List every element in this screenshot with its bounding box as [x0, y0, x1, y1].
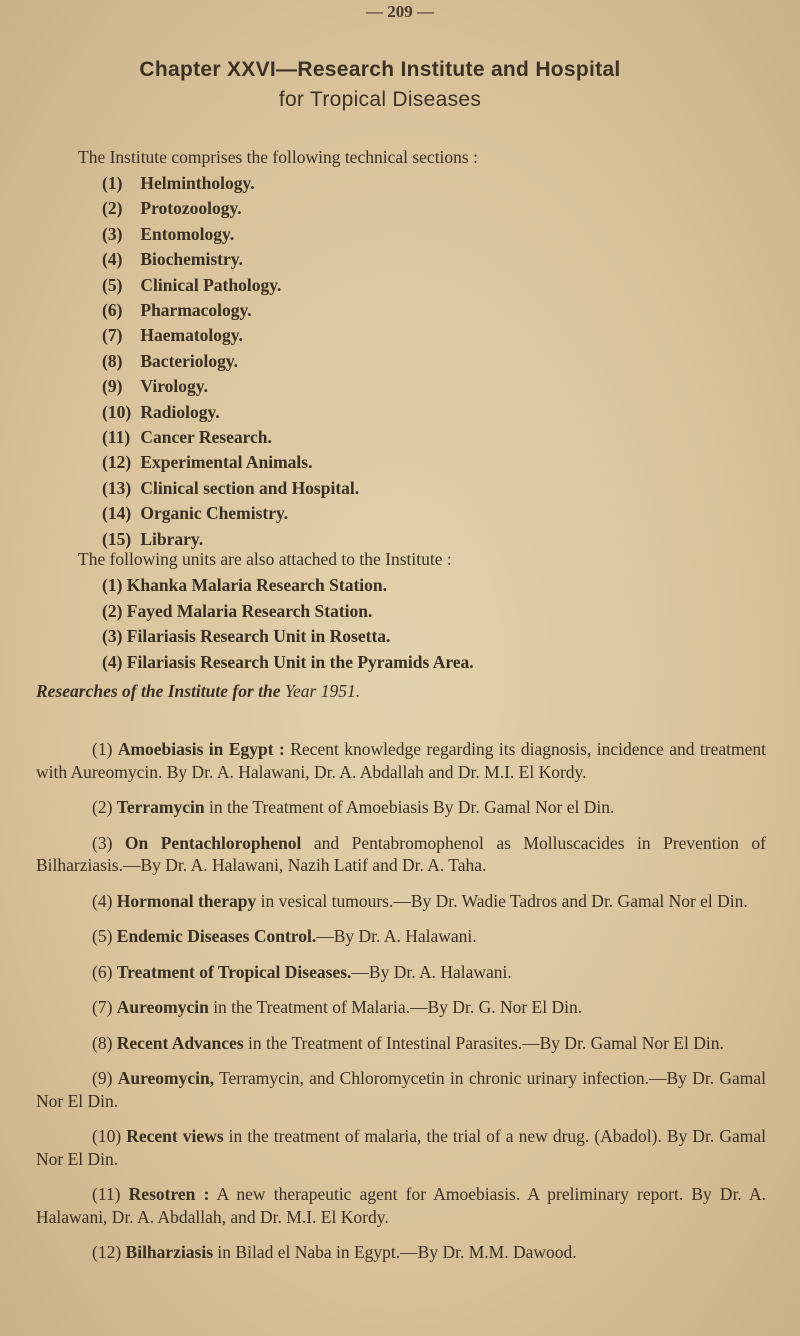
research-entry-number: (1) [92, 739, 113, 759]
chapter-title-line-1: Chapter XXVI—Research Institute and Hospital [139, 58, 621, 81]
sections-item [102, 196, 762, 221]
research-entry-text: in the Treatment of Amoebiasis By Dr. Gamal Nor el Din. [204, 797, 615, 817]
research-entry-number: (5) [92, 926, 113, 946]
sections-item-number: (11) [102, 427, 131, 448]
sections-item-label: Entomology. [140, 223, 235, 244]
research-entry-number: (9) [92, 1068, 113, 1088]
research-entry-number: (12) [92, 1242, 122, 1262]
sections-item [102, 400, 762, 425]
sections-item-number: (12) [102, 452, 132, 473]
sections-item [102, 349, 762, 374]
research-entry [36, 890, 766, 913]
research-entry-number: (4) [92, 890, 113, 911]
sections-item-label: Helminthology. [140, 173, 255, 193]
units-item-label: Fayed Malaria Research Station. [126, 600, 373, 621]
research-entry-title: Amoebiasis in Egypt : [117, 739, 285, 759]
units-item [102, 599, 762, 625]
page-number: — 209 — [366, 2, 434, 21]
research-entry-text: —By Dr. A. Halawani. [316, 926, 477, 946]
sections-item-number: (7) [102, 325, 123, 346]
sections-item [102, 374, 762, 399]
sections-item [102, 222, 762, 247]
sections-item-label: Haematology. [140, 325, 243, 346]
sections-item-number: (9) [102, 376, 123, 397]
research-entry-text: in the Treatment of Intestinal Parasites.—By Dr. Gamal Nor El Din. [243, 1032, 724, 1053]
research-entry-text: A new therapeutic agent for Amoebiasis. A preliminary report. By Dr. A. Halawani, Dr. A. Abdallah, and Dr. M.I. El Kordy. [36, 1184, 766, 1227]
sections-item [102, 425, 762, 450]
research-entry-title: Recent views [126, 1126, 224, 1146]
units-item-label: Filariasis Research Unit in the Pyramids Area. [126, 651, 474, 672]
research-entry-text: in the treatment of malaria, the trial of a new drug. (Abadol). By Dr. Gamal Nor El Din. [36, 1126, 766, 1169]
research-entry [36, 1183, 766, 1228]
sections-item-label: Experimental Animals. [140, 452, 313, 473]
research-entry-text: Recent knowledge regarding its diagnosis, incidence and treatment with Aureomycin. By Dr. A. Halawani, Dr. A. Abdallah and Dr. M.I. El Kordy. [36, 739, 766, 782]
research-entry-number: (10) [92, 1126, 122, 1146]
sections-intro: The Institute comprises the following technical sections : [78, 147, 478, 167]
sections-item-label: Clinical section and Hospital. [140, 477, 360, 498]
units-item [102, 650, 762, 676]
sections-item-label: Bacteriology. [140, 350, 239, 371]
sections-item-number: (10) [102, 401, 132, 422]
research-entry-number: (7) [92, 997, 113, 1017]
research-entry-number: (11) [92, 1184, 121, 1204]
units-intro: The following units are also attached to the Institute : [78, 549, 452, 569]
sections-item-label: Library. [140, 528, 204, 549]
researches-heading-bold: Researches of the Institute for the [36, 681, 281, 701]
sections-item-label: Organic Chemistry. [140, 503, 289, 524]
research-entry-text: in vesical tumours.—By Dr. Wadie Tadros and Dr. Gamal Nor el Din. [256, 890, 748, 911]
research-entry-title: On Pentachlorophenol [124, 832, 302, 853]
research-entry [36, 1241, 766, 1264]
research-entry-title: Resotren : [128, 1184, 210, 1204]
research-entry [36, 1125, 766, 1170]
sections-item [102, 273, 762, 298]
sections-item-number: (6) [102, 300, 123, 321]
sections-list [102, 171, 762, 552]
research-entry-text: —By Dr. A. Halawani. [351, 961, 512, 982]
units-item-number: (4) [102, 651, 123, 672]
sections-item-label: Cancer Research. [140, 427, 272, 448]
research-entry-title: Endemic Diseases Control. [116, 926, 317, 946]
researches-heading [36, 680, 360, 703]
sections-item-label: Clinical Pathology. [140, 274, 282, 295]
research-entry-title: Recent Advances [116, 1032, 244, 1053]
units-item-label: Khanka Malaria Research Station. [126, 575, 388, 595]
sections-item [102, 298, 762, 323]
sections-item-number: (8) [102, 350, 123, 371]
research-entry-number: (8) [92, 1032, 113, 1053]
sections-item-number: (2) [102, 198, 123, 219]
research-entry-number: (3) [92, 832, 113, 853]
units-item [102, 573, 762, 599]
chapter-title [0, 55, 760, 115]
sections-item-number: (1) [102, 173, 123, 193]
sections-item [102, 450, 762, 475]
sections-item-label: Biochemistry. [140, 249, 243, 270]
research-entry-number: (6) [92, 961, 113, 982]
units-item-label: Filariasis Research Unit in Rosetta. [126, 626, 391, 646]
sections-item-number: (15) [102, 528, 132, 549]
sections-item-number: (4) [102, 249, 123, 270]
research-entry-number: (2) [92, 797, 113, 817]
units-item [102, 624, 762, 650]
research-entry-title: Aureomycin [116, 997, 209, 1017]
research-entry [36, 738, 766, 783]
sections-item-label: Pharmacology. [140, 300, 252, 321]
units-item-number: (2) [102, 600, 123, 621]
research-entry [36, 996, 766, 1019]
research-entry [36, 1067, 766, 1112]
chapter-title-line-2: for Tropical Diseases [278, 88, 482, 111]
sections-item-label: Protozoology. [140, 198, 242, 219]
research-entry-text: Terramycin, and Chloromycetin in chronic urinary infection.—By Dr. Gamal Nor El Din. [36, 1068, 767, 1111]
sections-item-number: (13) [102, 477, 132, 498]
sections-item-label: Virology. [140, 376, 208, 397]
research-entry-title: Aureomycin, [117, 1068, 215, 1088]
sections-item-label: Radiology. [140, 401, 220, 422]
research-entry [36, 796, 766, 819]
research-entry [36, 832, 766, 877]
research-entry-text: in the Treatment of Malaria.—By Dr. G. Nor El Din. [208, 997, 583, 1017]
sections-item-number: (3) [102, 223, 123, 244]
research-entry-title: Bilharziasis [125, 1242, 214, 1262]
researches-list [36, 738, 766, 1277]
research-entry-title: Terramycin [116, 797, 205, 817]
units-item-number: (3) [102, 626, 123, 646]
sections-item [102, 501, 762, 526]
sections-item [102, 171, 762, 196]
research-entry-title: Hormonal therapy [116, 890, 257, 911]
research-entry-text: and Pentabromophenol as Molluscacides in Prevention of Bilharziasis.—By Dr. A. Halawani, Nazih Latif and Dr. A. Taha. [36, 832, 766, 875]
research-entry-text: in Bilad el Naba in Egypt.—By Dr. M.M. Dawood. [213, 1242, 577, 1262]
research-entry [36, 1032, 766, 1055]
units-list [102, 573, 762, 675]
research-entry-title: Treatment of Tropical Diseases. [116, 961, 352, 982]
sections-item-number: (14) [102, 503, 132, 524]
units-item-number: (1) [102, 575, 123, 595]
sections-item [102, 476, 762, 501]
sections-item [102, 323, 762, 348]
researches-heading-rest: Year 1951. [280, 681, 361, 701]
research-entry [36, 961, 766, 984]
sections-item [102, 247, 762, 272]
research-entry [36, 925, 766, 948]
sections-item-number: (5) [102, 274, 123, 295]
